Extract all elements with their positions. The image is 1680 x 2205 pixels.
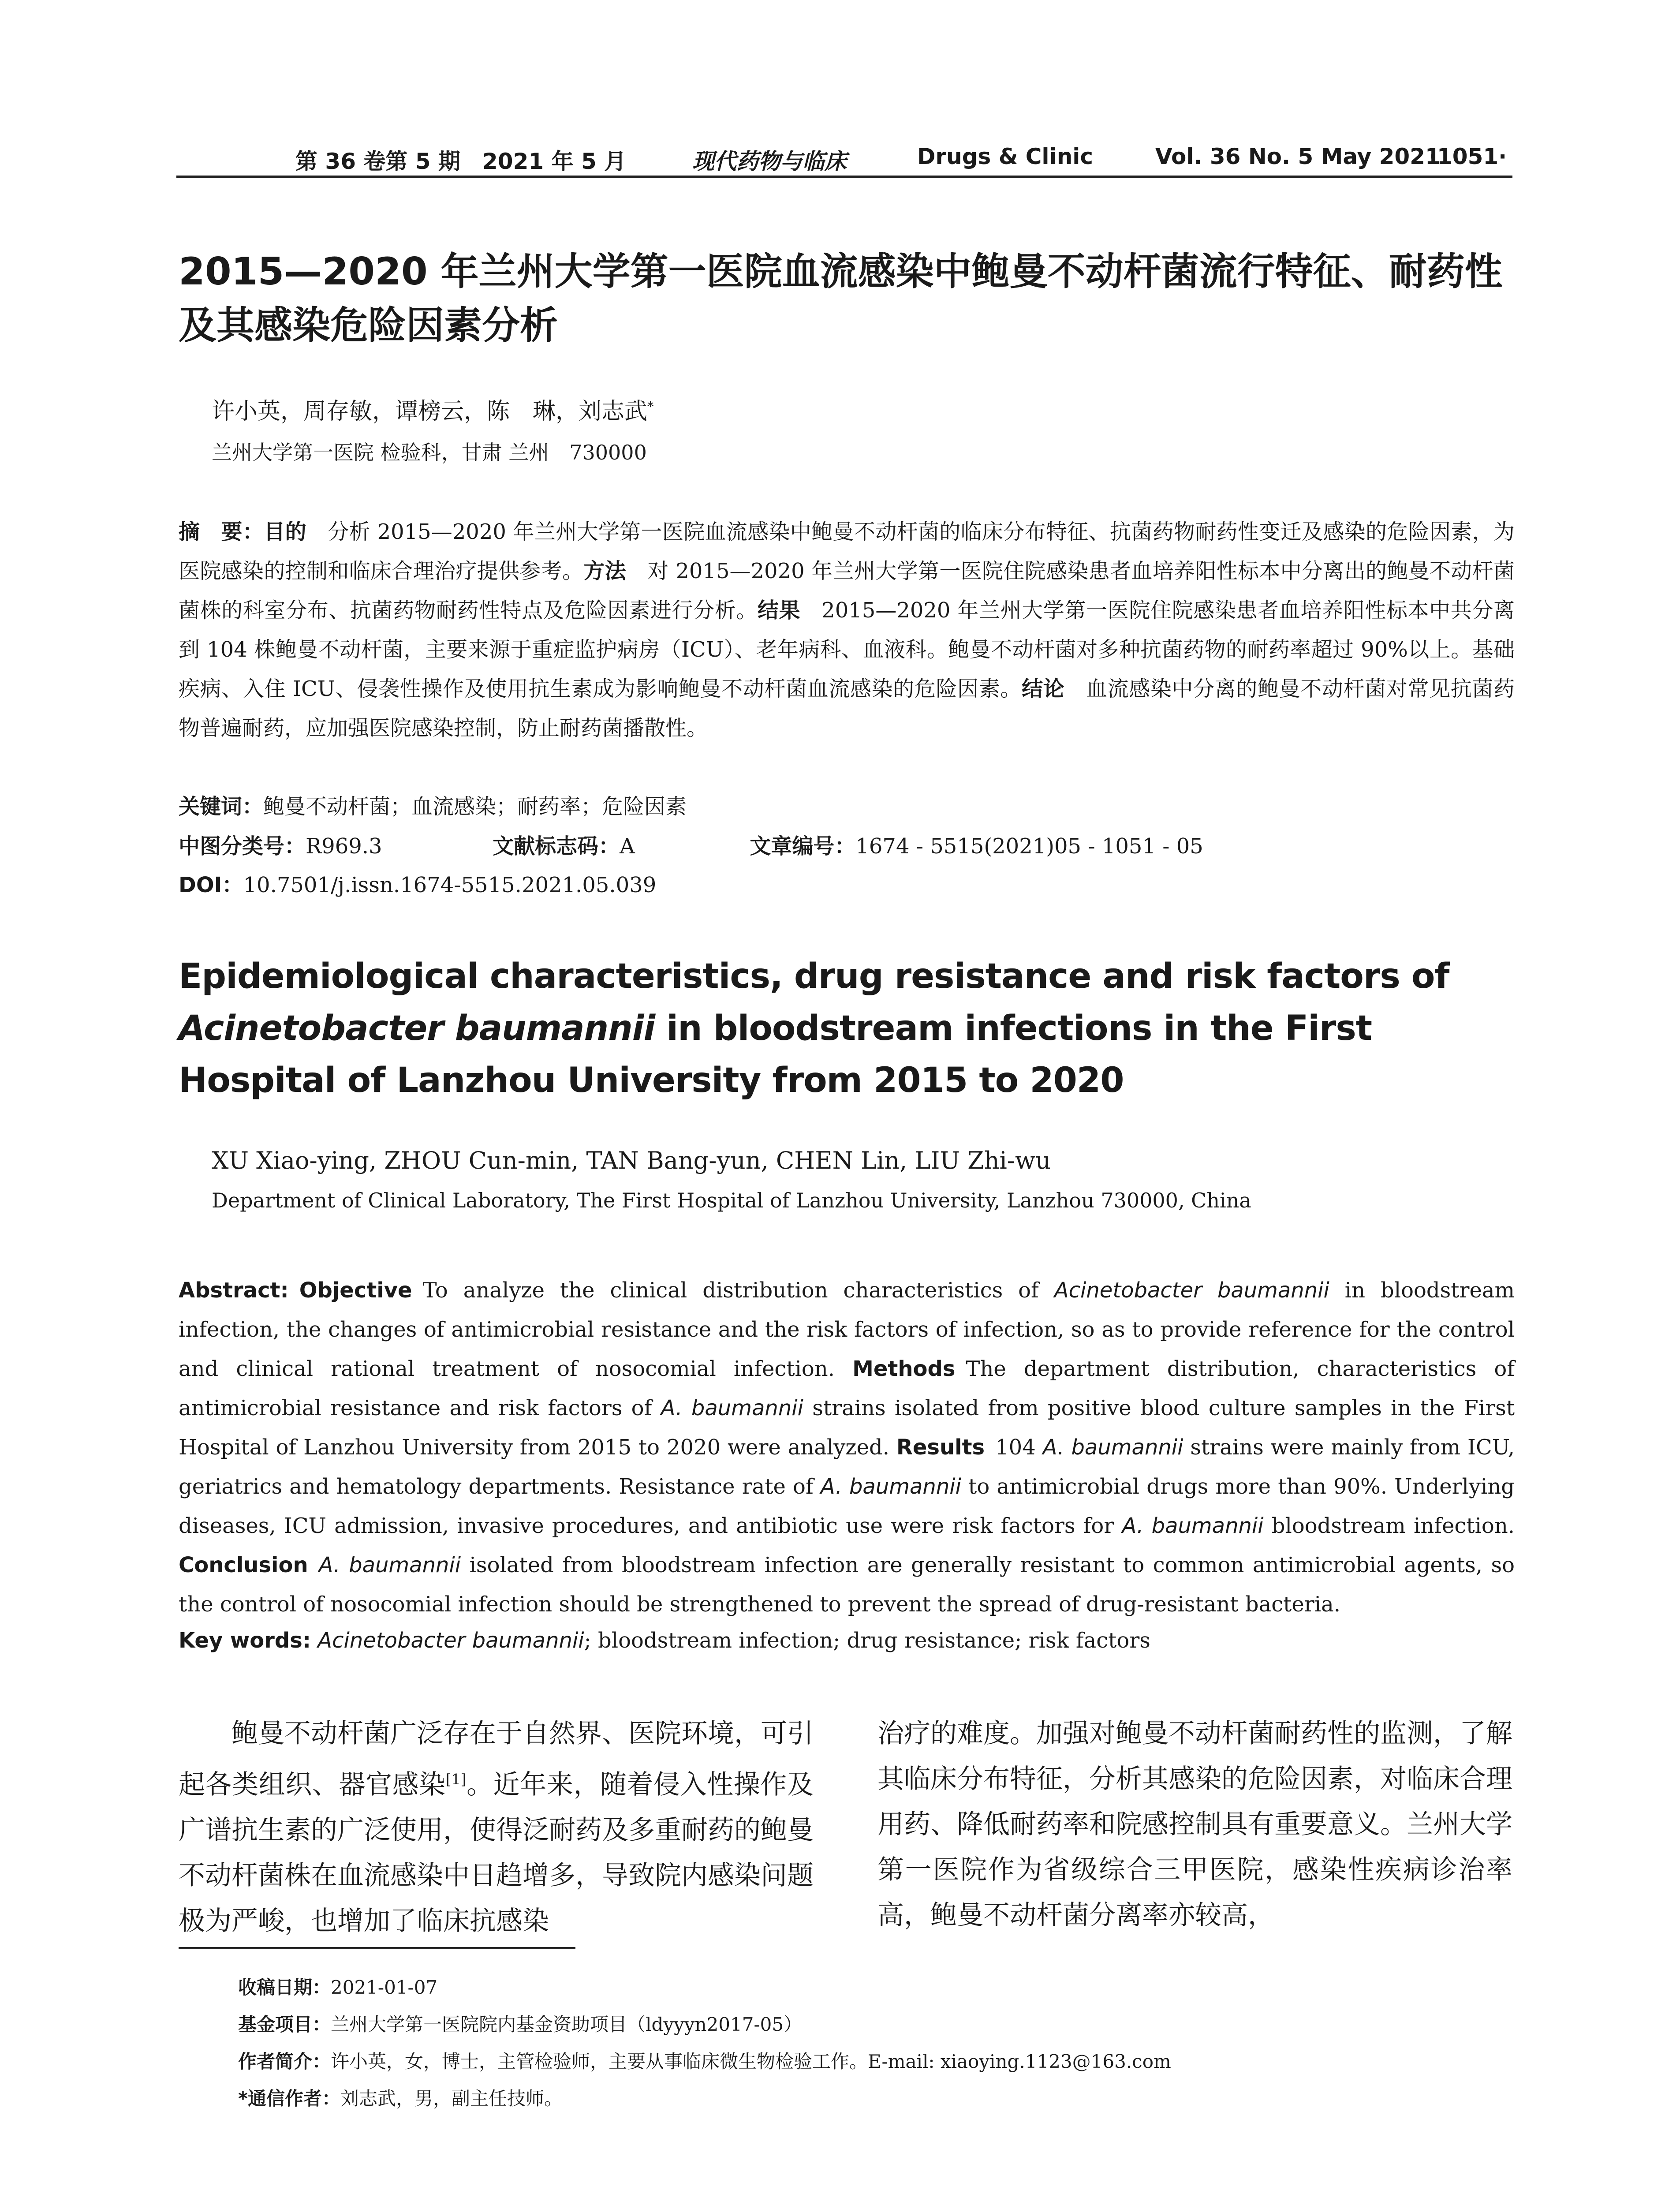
body-left-text-2: 。近年来，随着侵入性操作及广谱抗生素的广泛使用，使得泛耐药及多重耐药的鲍曼不动杆菌株在血流感染中日趋增多，导致院内感染问题极为严峻，也增加了临床抗感染 [179, 1769, 814, 1936]
en-species-4: A. baumannii [820, 1474, 961, 1499]
body-column-left [179, 1711, 814, 1944]
cn-results-text: 2015—2020 年兰州大学第一医院住院感染患者血培养阳性标本中共分离到 104 株鲍曼不动杆菌，主要来源于重症监护病房（ICU）、老年病科、血液科。鲍曼不动杆菌对多种抗菌药物的耐药率超过 90%以上。基础疾病、入住 ICU、侵袭性操作及使用抗生素成为影响鲍曼不动杆菌血流感染的危险因素。 [179, 598, 1515, 701]
en-results-text-3: to antimicrobial drugs more than 90%. Underlying diseases, ICU admission, invasive procedures, and antibiotic use were risk factors for [179, 1474, 1515, 1538]
cn-conclusion-text: 血流感染中分离的鲍曼不动杆菌对常见抗菌药物普遍耐药，应加强医院感染控制，防止耐药菌播散性。 [179, 676, 1515, 740]
cn-keywords-label: 关键词： [179, 794, 264, 819]
cn-results-label: 结果 [757, 598, 801, 623]
cn-title: 2015—2020 年兰州大学第一医院血流感染中鲍曼不动杆菌流行特征、耐药性及其感染危险因素分析 [179, 250, 1503, 348]
footnote-text: 刘志武，男，副主任技师。 [340, 2088, 563, 2109]
en-methods-text-1: The department distribution, characteristics of antimicrobial resistance and risk factors of [179, 1357, 1515, 1420]
doi-label: DOI： [179, 873, 243, 897]
footnote-label: 基金项目： [238, 2014, 331, 2035]
footnote-received [238, 1969, 1171, 2006]
cn-objective-text: 分析 2015—2020 年兰州大学第一医院血流感染中鲍曼不动杆菌的临床分布特征、抗菌药物耐药性变迁及感染的危险因素，为医院感染的控制和临床合理治疗提供参考。 [179, 519, 1515, 583]
en-title-species: Acinetobacter baumannii [179, 1009, 655, 1048]
en-species-1: Acinetobacter baumannii [1054, 1278, 1329, 1303]
en-keywords-label: Key words: [179, 1628, 311, 1653]
en-title-part2: in bloodstream infections in the First Hospital of Lanzhou University from 2015 to 2020 [179, 1009, 1372, 1100]
en-species-2: A. baumannii [661, 1396, 803, 1420]
en-objective-text-2: in bloodstream infection, the changes of antimicrobial resistance and the risk factors of infection, so as to provide reference for the control and clinical rational treatment of nosocomial infection. [179, 1278, 1515, 1381]
cn-affiliation: 兰州大学第一医院 检验科，甘肃 兰州 730000 [212, 441, 647, 464]
cn-keywords-text: 鲍曼不动杆菌；血流感染；耐药率；危险因素 [263, 794, 687, 819]
footnote-text: 2021-01-07 [331, 1977, 438, 1998]
en-results-text-4: bloodstream infection. [1263, 1514, 1515, 1538]
en-keywords [179, 1628, 1150, 1653]
footnote-label: *通信作者： [238, 2088, 340, 2109]
en-methods-text-2: strains isolated from positive blood culture samples in the First Hospital of Lanzhou University from 2015 to 2020 were analyzed. [179, 1396, 1515, 1460]
footnotes [238, 1969, 1171, 2117]
footnote-label: 作者简介： [238, 2051, 331, 2072]
cn-keywords [179, 789, 687, 820]
en-authors: XU Xiao-ying, ZHOU Cun-min, TAN Bang-yun, CHEN Lin, LIU Zhi-wu [212, 1147, 1051, 1174]
cn-methods-label: 方法 [583, 559, 627, 583]
header-journal-cn: 现代药物与临床 [692, 148, 847, 174]
header-rule [176, 176, 1512, 178]
en-species-6: A. baumannii [318, 1553, 461, 1577]
header-journal-en: Drugs & Clinic [917, 144, 1094, 169]
en-abstract [179, 1271, 1515, 1624]
doccode-label: 文献标志码： [493, 834, 620, 859]
clc-value: R969.3 [306, 834, 382, 859]
article-number-label: 文章编号： [750, 834, 856, 859]
cn-classification-row [179, 829, 1203, 860]
body-left-text-1: 鲍曼不动杆菌广泛存在于自然界、医院环境，可引起各类组织、器官感染 [179, 1718, 814, 1800]
footnote-label: 收稿日期： [238, 1977, 331, 1998]
header-issue-cn: 第 36 卷第 5 期 2021 年 5 月 [295, 149, 627, 174]
running-header [176, 138, 1512, 173]
footnote-author-bio [238, 2043, 1171, 2080]
en-objective-text-1: To analyze the clinical distribution characteristics of [422, 1278, 1054, 1303]
en-keywords-text: ; bloodstream infection; drug resistance; risk factors [584, 1628, 1150, 1653]
corresponding-mark: * [647, 399, 654, 414]
body-column-right: 治疗的难度。加强对鲍曼不动杆菌耐药性的监测，了解其临床分布特征，分析其感染的危险因素，对临床合理用药、降低耐药率和院感控制具有重要意义。兰州大学第一医院作为省级综合三甲医院，感染性疾病诊治率高，鲍曼不动杆菌分离率亦较高， [877, 1718, 1512, 1931]
en-affiliation: Department of Clinical Laboratory, The First Hospital of Lanzhou University, Lanzhou 730000, China [212, 1188, 1251, 1212]
en-species-5: A. baumannii [1122, 1514, 1264, 1538]
en-results-label: Results [896, 1435, 985, 1460]
en-results-text-1: 104 [995, 1435, 1043, 1460]
en-conclusion-label: Conclusion [179, 1553, 308, 1577]
footnote-text: 兰州大学第一医院院内基金资助项目（ldyyyn2017-05） [331, 2014, 803, 2035]
cn-methods-text: 对 2015—2020 年兰州大学第一医院住院感染患者血培养阳性标本中分离出的鲍曼不动杆菌菌株的科室分布、抗菌药物耐药性特点及危险因素进行分析。 [179, 559, 1515, 623]
citation-ref-1: [1] [445, 1771, 467, 1788]
header-page-number: ·1051· [1429, 144, 1507, 169]
en-objective-label: Objective [299, 1278, 412, 1303]
cn-abstract-label: 摘 要： [179, 519, 264, 544]
footnote-corresponding [238, 2080, 1171, 2117]
cn-conclusion-label: 结论 [1022, 676, 1065, 701]
en-species-3: A. baumannii [1042, 1435, 1183, 1460]
cn-author-names: 许小英，周存敏，谭榜云，陈 琳，刘志武 [212, 398, 648, 425]
en-results-text-2: strains were mainly from ICU, geriatrics and hematology departments. Resistance rate of [179, 1435, 1515, 1499]
en-methods-label: Methods [852, 1357, 956, 1381]
footnote-funding [238, 2006, 1171, 2043]
header-issue-en: Vol. 36 No. 5 May 2021 [1155, 144, 1441, 169]
clc-label: 中图分类号： [179, 834, 306, 859]
cn-abstract [179, 512, 1515, 748]
en-title [179, 950, 1515, 1106]
footnote-text: 许小英，女，博士，主管检验师，主要从事临床微生物检验工作。E-mail: xiaoying.1123@163.com [331, 2051, 1171, 2072]
doi-value: 10.7501/j.issn.1674-5515.2021.05.039 [243, 873, 657, 897]
cn-doi [179, 868, 656, 898]
cn-authors [212, 392, 653, 426]
en-keywords-species: Acinetobacter baumannii [317, 1628, 584, 1653]
cn-objective-label: 目的 [264, 519, 307, 544]
doccode-value: A [620, 834, 635, 859]
en-abstract-label: Abstract: [179, 1278, 289, 1303]
footnote-rule [179, 1947, 575, 1949]
en-title-part1: Epidemiological characteristics, drug resistance and risk factors of [179, 957, 1449, 996]
article-number-value: 1674 - 5515(2021)05 - 1051 - 05 [855, 834, 1203, 859]
en-conclusion-text: isolated from bloodstream infection are generally resistant to common antimicrobial agents, so the control of nosocomial infection should be strengthened to prevent the spread of drug-resistant bacteria. [179, 1553, 1515, 1617]
